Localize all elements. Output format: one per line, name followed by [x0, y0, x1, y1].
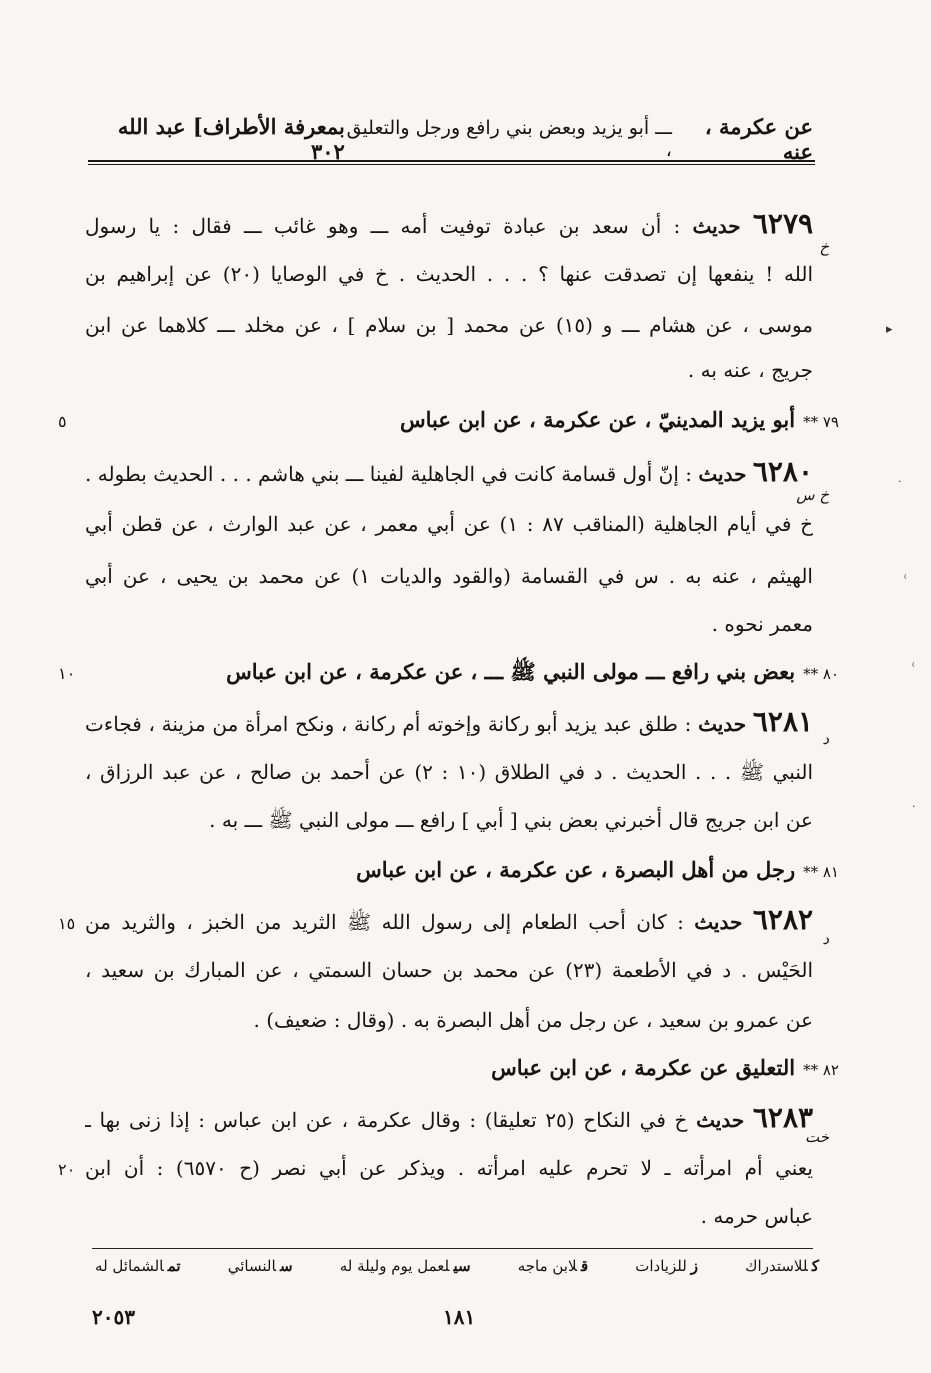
legend-label: للاستدراك [745, 1257, 808, 1275]
hadith-number: ٦٢٧٩ [752, 207, 813, 240]
text-line [85, 950, 813, 990]
text-line [85, 1148, 813, 1188]
text-span: عن ابن جريج قال أخبرني بعض بني [ أبي ] رافع ـــ مولى النبي ﷺ ـــ به . [209, 808, 813, 832]
text-span: موسى ، عن هشام ـــ و (١٥) عن محمد [ بن سلام ] ، عن مخلد ـــ كلاهما عن ابن [85, 313, 813, 337]
entry-number: ٨٠ ** [803, 665, 839, 683]
text-span: عن عمرو بن سعيد ، عن رجل من أهل البصرة به . (وقال : ضعيف) . [253, 1008, 813, 1032]
text-span: الهيثم ، عنه به . س في القسامة (والقود والديات ١) عن محمد بن يحيى ، عن أبي [85, 564, 813, 588]
hadith-6280-line-1 [85, 452, 813, 492]
margin-siglum: د [822, 930, 829, 948]
text-span: جريج ، عنه به . [687, 358, 813, 382]
hadith-6279-line-1 [85, 204, 813, 244]
legend-label: لابن ماجه [517, 1257, 577, 1275]
entry-82 [150, 1050, 839, 1086]
line-number: ١٥ [58, 914, 76, 933]
entry-81 [150, 852, 839, 888]
legend-label: النسائي [227, 1257, 277, 1275]
text-line [85, 254, 813, 294]
header-rule [88, 160, 815, 162]
footer-rule [92, 1248, 813, 1249]
page-number: ١٨١ [443, 1305, 476, 1329]
legend-item [228, 1257, 293, 1289]
margin-siglum: خ [819, 238, 829, 256]
margin-siglum: خ س [796, 486, 829, 504]
line-number: ١٠ [58, 664, 76, 683]
legend-item [95, 1257, 181, 1289]
text-line [85, 305, 813, 345]
print-mark: · [912, 800, 916, 813]
hadith-text: : أن سعد بن عبادة توفيت أمه ـــ وهو غائب ـــ فقال : يا رسول [85, 214, 693, 238]
hadith-keyword: حديث [698, 712, 747, 736]
hadith-number: ٦٢٨٣ [752, 1101, 813, 1134]
entry-number: ٧٩ ** [803, 413, 839, 431]
legend-item [745, 1257, 819, 1289]
entry-title: التعليق عن عكرمة ، عن ابن عباس [491, 1055, 796, 1080]
legend-label: الشمائل له [95, 1257, 164, 1275]
text-line [85, 350, 813, 390]
text-span: معمر نحوه . [711, 612, 813, 636]
hadith-number: ٦٢٨١ [752, 705, 813, 738]
entry-title: بعض بني رافع ـــ مولى النبي ﷺ ـــ ، عن عكرمة ، عن ابن عباس [226, 659, 796, 684]
text-line [85, 1196, 813, 1236]
print-mark: · [898, 475, 902, 488]
print-mark: ⁽ [912, 660, 915, 673]
header-right: بمعرفة الأطراف] عبد الله ٣٠٢ [117, 114, 345, 164]
text-line [85, 504, 813, 544]
margin-siglum: د [822, 730, 829, 748]
hadith-keyword: حديث [694, 910, 743, 934]
volume-number: ٢٠٥٣ [92, 1305, 135, 1329]
hadith-number: ٦٢٨٠ [752, 455, 813, 488]
text-line [85, 800, 813, 840]
legend-item [340, 1257, 471, 1289]
entry-title: أبو يزيد المدينيّ ، عن عكرمة ، عن ابن عباس [400, 407, 796, 432]
legend-symbol: ز [690, 1257, 699, 1275]
hadith-keyword: حديث [698, 462, 747, 486]
hadith-text: : كان أحب الطعام إلى رسول الله ﷺ الثريد من الخبز ، والثريد من [85, 910, 695, 934]
text-span: يعني أم امرأته ـ لا تحرم عليه امرأته . ويذكر عن أبي نصر (ح ٦٥٧٠) : أن ابن [85, 1156, 813, 1180]
text-span: عباس حرمه . [700, 1204, 813, 1228]
hadith-text: خ في النكاح (٢٥ تعليقا) : وقال عكرمة ، عن ابن عباس : إذا زنى بها ـ [85, 1108, 697, 1132]
legend-symbol: تم [167, 1257, 181, 1275]
legend-label: للزيادات [635, 1257, 687, 1275]
legend-symbol: س [280, 1257, 293, 1275]
print-mark: ⁽ [904, 572, 907, 585]
hadith-keyword: حديث [692, 214, 741, 238]
hadith-number: ٦٢٨٢ [752, 903, 813, 936]
text-line [85, 556, 813, 596]
text-span: الله ! ينفعها إن تصدقت عنها ؟ . . . الحديث . خ في الوصايا (٢٠) عن إبراهيم بن [85, 262, 813, 286]
header-rule-thin [88, 164, 815, 165]
entry-number: ٨٢ ** [803, 1061, 839, 1079]
sigla-legend [95, 1257, 819, 1289]
hadith-text: : إنّ أول قسامة كانت في الجاهلية لفينا ـــ بني هاشم . . . الحديث بطوله . [85, 462, 699, 486]
hadith-6283-line-1 [85, 1098, 813, 1138]
running-header [85, 114, 813, 164]
legend-symbol: ق [580, 1257, 589, 1275]
text-line [85, 752, 813, 792]
entry-number: ٨١ ** [803, 863, 839, 881]
hadith-6282-line-1 [85, 900, 813, 940]
line-number: ٥ [58, 412, 67, 431]
print-mark: ▸ [886, 322, 893, 337]
hadith-keyword: حديث [696, 1108, 745, 1132]
text-span: النبي ﷺ . . . الحديث . د في الطلاق (١٠ : ٢) عن أحمد بن صالح ، عن عبد الرزاق ، [85, 760, 813, 784]
entry-80 [150, 654, 839, 690]
legend-item [518, 1257, 588, 1289]
text-span: خ في أيام الجاهلية (المناقب ٨٧ : ١) عن أبي معمر ، عن عبد الوارث ، عن قطن أبي [85, 512, 813, 536]
header-middle: ـــ أبو يزيد وبعض بني رافع ورجل والتعليق ، [346, 117, 672, 161]
margin-siglum: خت [804, 1128, 829, 1146]
line-number: ٢٠ [58, 1160, 76, 1179]
legend-item [635, 1257, 698, 1289]
entry-title: رجل من أهل البصرة ، عن عكرمة ، عن ابن عباس [356, 857, 796, 882]
hadith-6281-line-1 [85, 702, 813, 742]
legend-symbol: سي [453, 1257, 471, 1275]
entry-79 [150, 402, 839, 438]
legend-label: لعمل يوم وليلة له [339, 1257, 450, 1275]
text-line [85, 604, 813, 644]
text-line [85, 1000, 813, 1040]
legend-symbol: ك [811, 1257, 819, 1275]
header-left: عن عكرمة ، عنه [704, 114, 813, 164]
hadith-text: : طلق عبد يزيد أبو ركانة وإخوته أم ركانة ، ونكح امرأة من مزينة ، فجاءت [85, 712, 699, 736]
text-span: الحَيْس . د في الأطعمة (٢٣) عن محمد بن حسان السمتي ، عن المبارك بن سعيد ، [85, 958, 813, 982]
